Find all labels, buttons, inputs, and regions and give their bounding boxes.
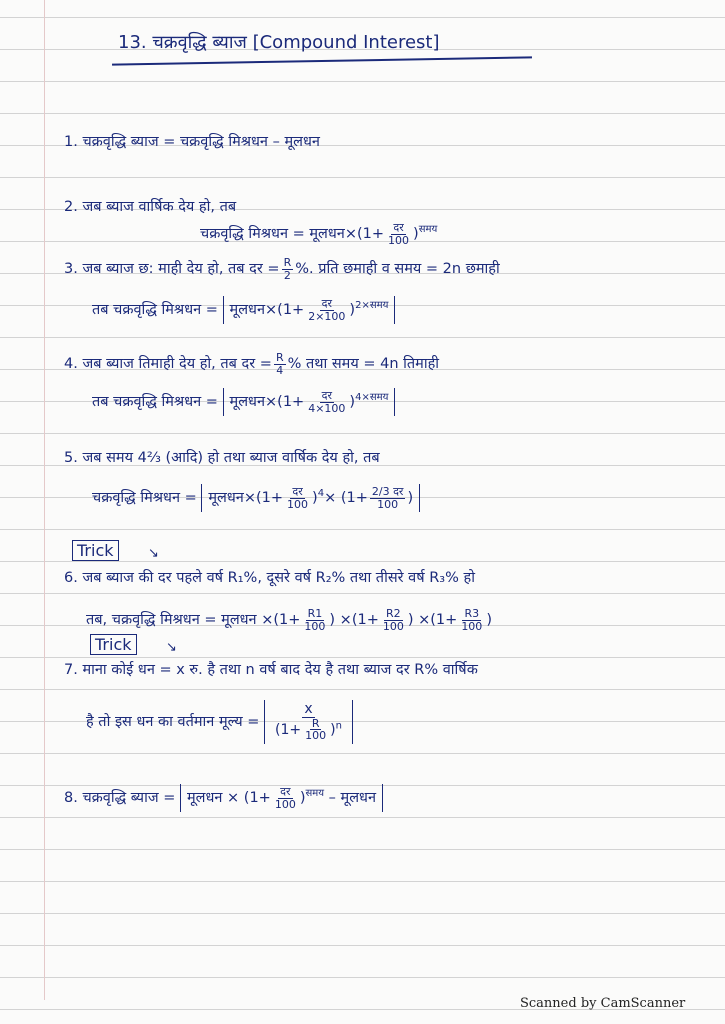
formula-3-line1: 3. जब ब्याज छ: माही देय हो, तब दर = $\frac{R}{2}$ %. प्रति छमाही व समय = 2n छमाही [64,256,500,282]
formula-1: 1. चक्रवृद्धि ब्याज = चक्रवृद्धि मिश्रधन – मूलधन [64,134,320,150]
trick-arrow-icon: ↘ [148,546,159,561]
formula-2-line1: 2. जब ब्याज वार्षिक देय हो, तब [64,199,237,215]
formula-7-line2: है तो इस धन का वर्तमान मूल्य = x (1+ $\frac{R}{100}$ )$^n$ [86,700,353,744]
scanner-watermark: Scanned by CamScanner [520,996,686,1011]
formula-8: 8. चक्रवृद्धि ब्याज = मूलधन × (1+ $\frac{\text{दर}}{100}$ )$^{समय}$ – मूलधन [64,784,383,812]
formula-7-line1: 7. माना कोई धन = x रु. है तथा n वर्ष बाद देय है तथा ब्याज दर R% वार्षिक [64,662,478,678]
formula-5-line2: चक्रवृद्धि मिश्रधन = मूलधन×(1+ $\frac{\text{दर}}{100}$ )$^4$× (1+ $\frac{\text{2/3 दर}}{100}$ ) [92,484,420,512]
page-title: 13. चक्रवृद्धि ब्याज [Compound Interest] [118,32,440,53]
formula-2-line2: चक्रवृद्धि मिश्रधन = मूलधन×(1+ $\frac{\text{दर}}{100}$ )$^{समय}$ [200,221,438,247]
trick-label-2: Trick [90,634,137,655]
formula-5-line1: 5. जब समय 4⅔ (आदि) हो तथा ब्याज वार्षिक देय हो, तब [64,450,380,466]
formula-3-line2: तब चक्रवृद्धि मिश्रधन = मूलधन×(1+ $\frac{\text{दर}}{2\times 100}$ )$^{2\times समय}$ [92,296,395,324]
formula-4-line2: तब चक्रवृद्धि मिश्रधन = मूलधन×(1+ $\frac{\text{दर}}{4\times 100}$ )$^{4\times समय}$ [92,388,395,416]
formula-6-line2: तब, चक्रवृद्धि मिश्रधन = मूलधन ×(1+ $\frac{R1}{100}$ ) ×(1+ $\frac{R2}{100}$ ) ×(1+ $\frac{R3}{100}$ ) [86,607,492,633]
title-underline [112,56,532,65]
margin-line [44,0,45,1000]
formula-4-line1: 4. जब ब्याज तिमाही देय हो, तब दर = $\frac{R}{4}$ % तथा समय = 4n तिमाही [64,351,440,377]
formula-6-line1: 6. जब ब्याज की दर पहले वर्ष R₁%, दूसरे वर्ष R₂% तथा तीसरे वर्ष R₃% हो [64,570,475,586]
trick-label: Trick [72,540,119,561]
trick-arrow-icon-2: ↘ [166,640,177,655]
